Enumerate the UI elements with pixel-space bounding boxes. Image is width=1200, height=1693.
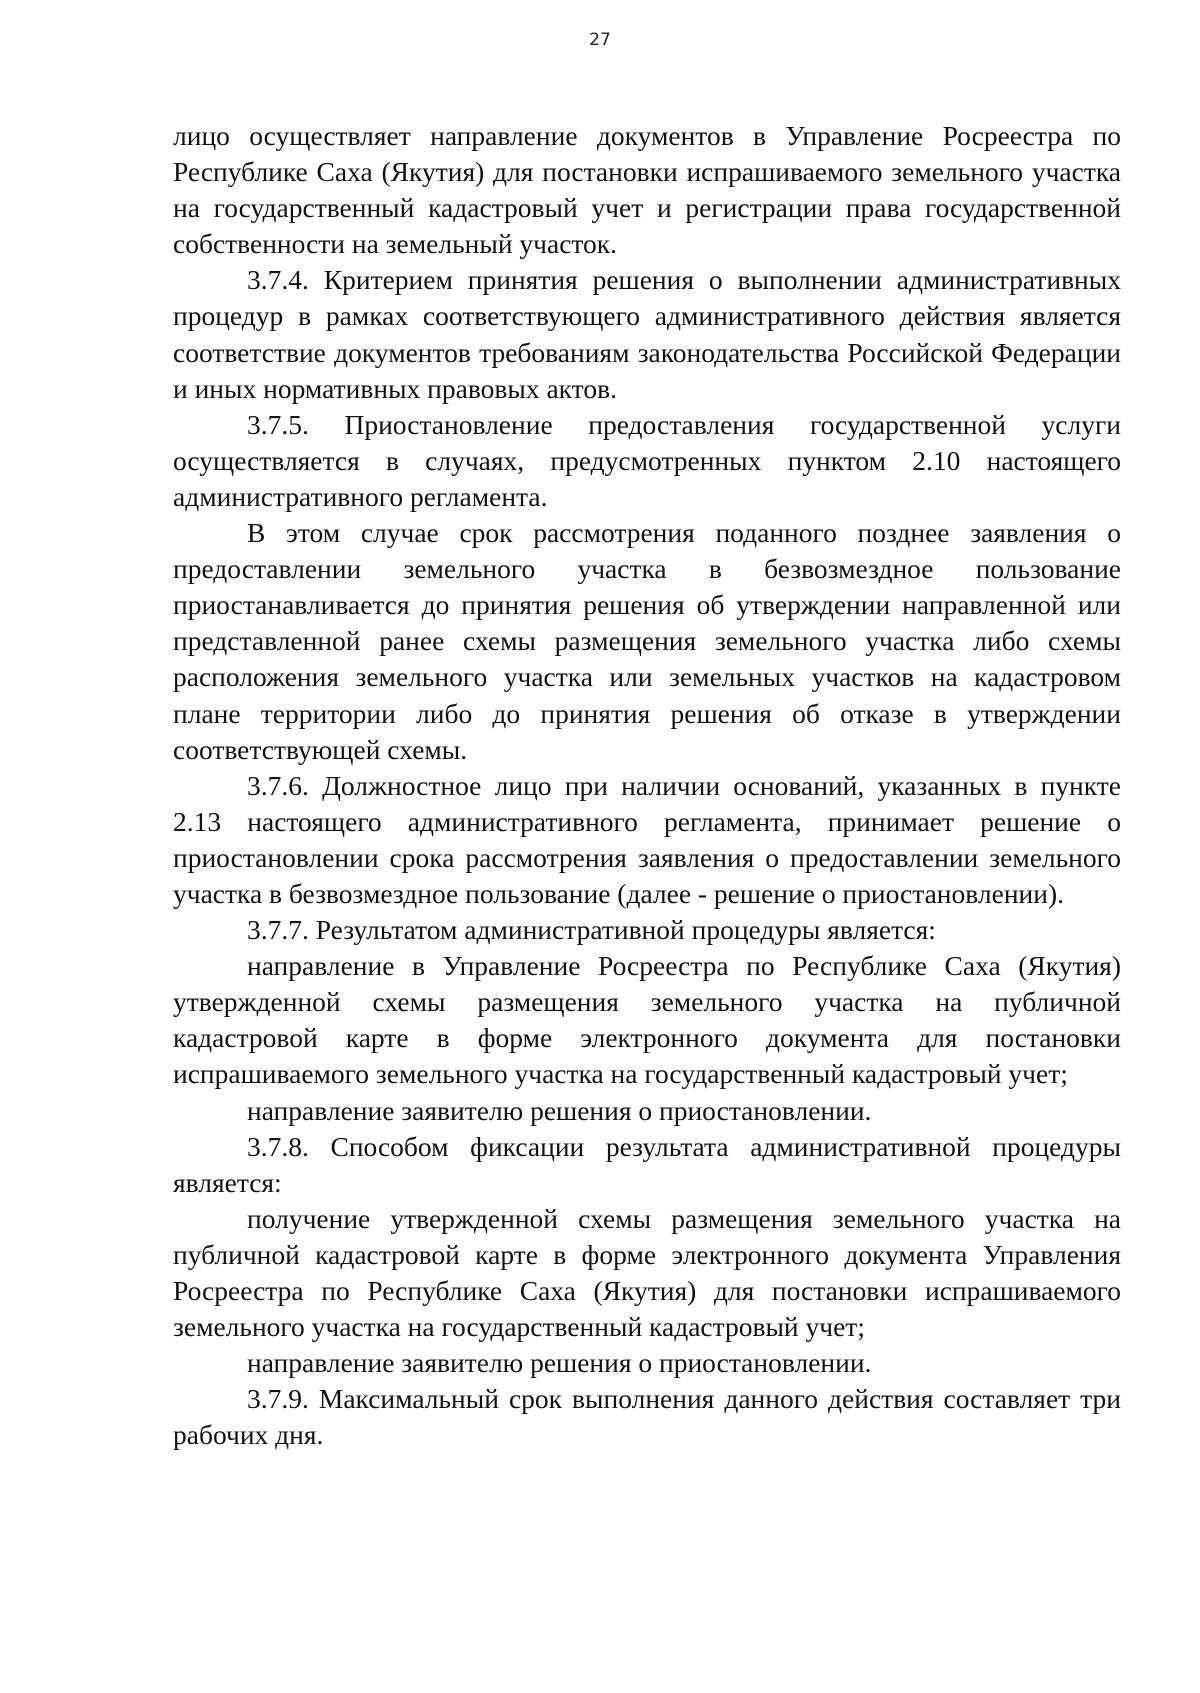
paragraph: 3.7.8. Способом фиксации результата административной процедуры является: bbox=[173, 1130, 1121, 1198]
paragraph: направление заявителю решения о приостановлении. bbox=[247, 1347, 872, 1379]
paragraph: В этом случае срок рассмотрения поданного позднее заявления о предоставлении земельного участка в безвозмездное пользование приостанавливается до принятия решения об утверждении направленной или представленной ранее схемы размещения земельного участка либо схемы расположения земельного участка или земельных участков на кадастровом плане территории либо до принятия решения об отказе в утверждении соответствующей схемы. bbox=[173, 517, 1121, 765]
paragraph: 3.7.5. Приостановление предоставления государственной услуги осуществляется в случаях, предусмотренных пунктом 2.10 настоящего административного регламента. bbox=[173, 408, 1121, 512]
document-body bbox=[173, 118, 1121, 1453]
page-number: 27 bbox=[589, 30, 611, 50]
paragraph: лицо осуществляет направление документов в Управление Росреестра по Республике Саха (Якутия) для постановки испрашиваемого земельного участка на государственный кадастровый учет и регистрации права государственной собственности на земельный участок. bbox=[173, 120, 1121, 260]
paragraph: направление заявителю решения о приостановлении. bbox=[247, 1094, 872, 1126]
paragraph: 3.7.7. Результатом административной процедуры является: bbox=[247, 914, 936, 946]
paragraph: 3.7.6. Должностное лицо при наличии оснований, указанных в пункте 2.13 настоящего административного регламента, принимает решение о приостановлении срока рассмотрения заявления о предоставлении земельного участка в безвозмездное пользование (далее - решение о приостановлении). bbox=[173, 769, 1121, 909]
paragraph: получение утвержденной схемы размещения земельного участка на публичной кадастровой карте в форме электронного документа Управления Росреестра по Республике Саха (Якутия) для постановки испрашиваемого земельного участка на государственный кадастровый учет; bbox=[173, 1202, 1121, 1343]
paragraph: 3.7.4. Критерием принятия решения о выполнении административных процедур в рамках соответствующего административного действия является соответствие документов требованиям законодательства Российской Федерации и иных нормативных правовых актов. bbox=[173, 264, 1121, 404]
paragraph: 3.7.9. Максимальный срок выполнения данного действия составляет три рабочих дня. bbox=[173, 1383, 1121, 1451]
paragraph: направление в Управление Росреестра по Республике Саха (Якутия) утвержденной схемы размещения земельного участка на публичной кадастровой карте в форме электронного документа для постановки испрашиваемого земельного участка на государственный кадастровый учет; bbox=[173, 950, 1121, 1090]
